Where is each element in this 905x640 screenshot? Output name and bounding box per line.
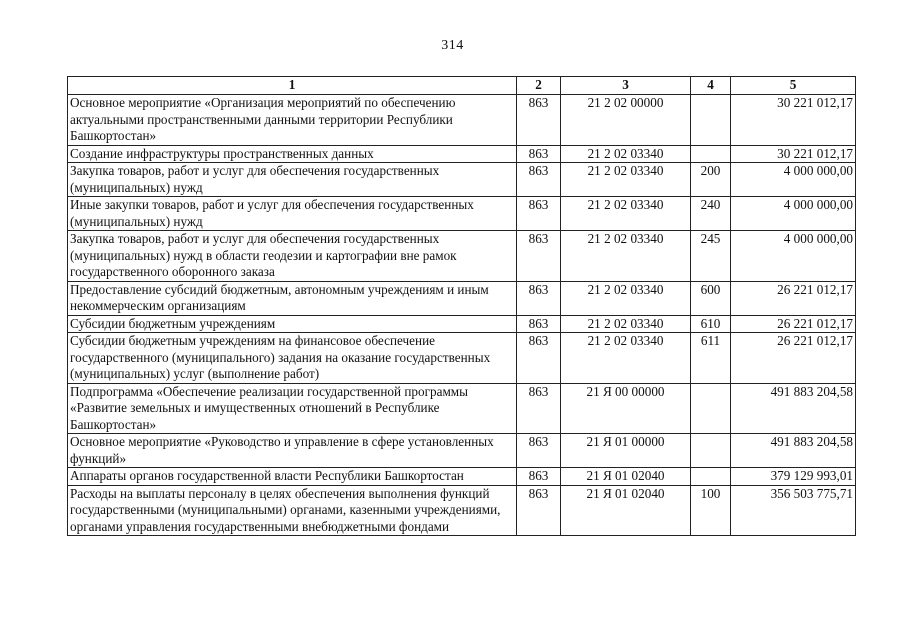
row-target: 21 2 02 03340 — [561, 281, 691, 315]
row-name: Аппараты органов государственной власти Республики Башкортостан — [68, 468, 517, 486]
row-code: 863 — [517, 383, 561, 434]
row-code: 863 — [517, 163, 561, 197]
row-type: 600 — [691, 281, 731, 315]
table-row — [68, 383, 856, 434]
row-target: 21 Я 01 02040 — [561, 485, 691, 536]
row-name: Основное мероприятие «Организация мероприятий по обеспечению актуальными пространственными данными территории Республики Башкортостан» — [68, 95, 517, 146]
row-type: 100 — [691, 485, 731, 536]
budget-table — [67, 76, 856, 536]
table-row — [68, 197, 856, 231]
row-name: Закупка товаров, работ и услуг для обеспечения государственных (муниципальных) нужд в области геодезии и картографии вне рамок государственного оборонного заказа — [68, 231, 517, 282]
row-target: 21 2 02 03340 — [561, 333, 691, 384]
row-amount: 379 129 993,01 — [731, 468, 856, 486]
row-target: 21 2 02 03340 — [561, 315, 691, 333]
row-code: 863 — [517, 281, 561, 315]
row-target: 21 2 02 03340 — [561, 231, 691, 282]
table-row — [68, 281, 856, 315]
row-type: 611 — [691, 333, 731, 384]
row-name: Субсидии бюджетным учреждениям — [68, 315, 517, 333]
table-header-row — [68, 77, 856, 95]
row-code: 863 — [517, 315, 561, 333]
row-code: 863 — [517, 145, 561, 163]
row-amount: 30 221 012,17 — [731, 145, 856, 163]
row-amount: 4 000 000,00 — [731, 163, 856, 197]
table-row — [68, 485, 856, 536]
table-row — [68, 315, 856, 333]
row-target: 21 2 02 03340 — [561, 163, 691, 197]
row-amount: 26 221 012,17 — [731, 333, 856, 384]
row-name: Основное мероприятие «Руководство и управление в сфере установленных функций» — [68, 434, 517, 468]
column-header-name: 1 — [68, 77, 517, 95]
row-type — [691, 468, 731, 486]
row-type — [691, 95, 731, 146]
row-name: Создание инфраструктуры пространственных данных — [68, 145, 517, 163]
row-type: 240 — [691, 197, 731, 231]
row-amount: 4 000 000,00 — [731, 231, 856, 282]
table-row — [68, 145, 856, 163]
row-name: Закупка товаров, работ и услуг для обеспечения государственных (муниципальных) нужд — [68, 163, 517, 197]
row-name: Иные закупки товаров, работ и услуг для обеспечения государственных (муниципальных) нужд — [68, 197, 517, 231]
row-type: 610 — [691, 315, 731, 333]
row-target: 21 Я 00 00000 — [561, 383, 691, 434]
column-header-target: 3 — [561, 77, 691, 95]
row-type: 200 — [691, 163, 731, 197]
row-type — [691, 145, 731, 163]
column-header-code: 2 — [517, 77, 561, 95]
column-header-type: 4 — [691, 77, 731, 95]
row-amount: 4 000 000,00 — [731, 197, 856, 231]
row-code: 863 — [517, 333, 561, 384]
row-amount: 26 221 012,17 — [731, 315, 856, 333]
row-code: 863 — [517, 231, 561, 282]
row-name: Подпрограмма «Обеспечение реализации государственной программы «Развитие земельных и имущественных отношений в Республике Башкортостан» — [68, 383, 517, 434]
row-type: 245 — [691, 231, 731, 282]
row-name: Расходы на выплаты персоналу в целях обеспечения выполнения функций государственными (муниципальными) органами, казенными учреждениями, органами управления государственными внебюджетными фондами — [68, 485, 517, 536]
table-row — [68, 333, 856, 384]
row-amount: 26 221 012,17 — [731, 281, 856, 315]
row-target: 21 Я 01 00000 — [561, 434, 691, 468]
table-row — [68, 434, 856, 468]
row-name: Субсидии бюджетным учреждениям на финансовое обеспечение государственного (муниципального) задания на оказание государственных (муниципальных) услуг (выполнение работ) — [68, 333, 517, 384]
table-row — [68, 163, 856, 197]
row-code: 863 — [517, 468, 561, 486]
row-amount: 30 221 012,17 — [731, 95, 856, 146]
row-target: 21 2 02 03340 — [561, 197, 691, 231]
row-code: 863 — [517, 434, 561, 468]
row-code: 863 — [517, 197, 561, 231]
row-code: 863 — [517, 95, 561, 146]
row-target: 21 2 02 03340 — [561, 145, 691, 163]
row-amount: 356 503 775,71 — [731, 485, 856, 536]
row-code: 863 — [517, 485, 561, 536]
table-row — [68, 95, 856, 146]
row-type — [691, 434, 731, 468]
row-target: 21 Я 01 02040 — [561, 468, 691, 486]
row-type — [691, 383, 731, 434]
row-target: 21 2 02 00000 — [561, 95, 691, 146]
table-row — [68, 468, 856, 486]
row-amount: 491 883 204,58 — [731, 383, 856, 434]
column-header-amount: 5 — [731, 77, 856, 95]
row-amount: 491 883 204,58 — [731, 434, 856, 468]
table-row — [68, 231, 856, 282]
page-number: 314 — [441, 38, 464, 53]
row-name: Предоставление субсидий бюджетным, автономным учреждениям и иным некоммерческим организациям — [68, 281, 517, 315]
